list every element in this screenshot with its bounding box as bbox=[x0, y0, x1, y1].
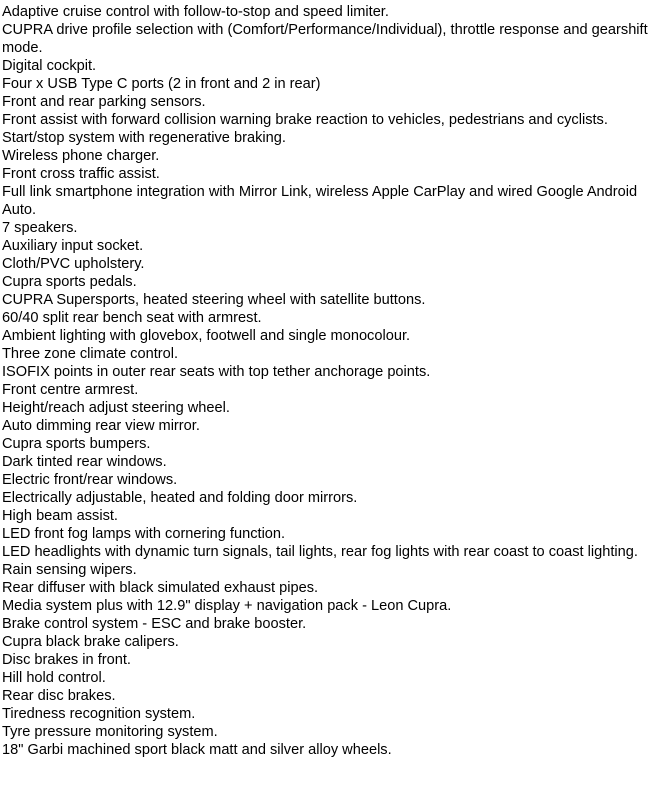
feature-item: Auxiliary input socket. bbox=[2, 238, 144, 254]
feature-item: Digital cockpit. bbox=[2, 58, 97, 74]
feature-item: Front centre armrest. bbox=[2, 382, 139, 398]
feature-item: Rear disc brakes. bbox=[2, 688, 116, 704]
feature-item: Dark tinted rear windows. bbox=[2, 454, 167, 470]
feature-item: Adaptive cruise control with follow-to-stop and speed limiter. bbox=[2, 4, 389, 20]
feature-item: 18" Garbi machined sport black matt and silver alloy wheels. bbox=[2, 742, 392, 758]
feature-item: Front and rear parking sensors. bbox=[2, 94, 206, 110]
feature-item: Wireless phone charger. bbox=[2, 148, 160, 164]
feature-item: Brake control system - ESC and brake booster. bbox=[2, 616, 307, 632]
feature-item: Three zone climate control. bbox=[2, 346, 179, 362]
feature-item: Auto dimming rear view mirror. bbox=[2, 418, 200, 434]
feature-item: Ambient lighting with glovebox, footwell and single monocolour. bbox=[2, 328, 411, 344]
feature-item: Start/stop system with regenerative braking. bbox=[2, 130, 286, 146]
feature-item: Tiredness recognition system. bbox=[2, 706, 196, 722]
feature-item: CUPRA Supersports, heated steering wheel with satellite buttons. bbox=[2, 292, 426, 308]
feature-item: Hill hold control. bbox=[2, 670, 106, 686]
feature-item: Electrically adjustable, heated and folding door mirrors. bbox=[2, 490, 358, 506]
feature-item: Rear diffuser with black simulated exhaust pipes. bbox=[2, 580, 319, 596]
feature-item: Disc brakes in front. bbox=[2, 652, 131, 668]
feature-item: 60/40 split rear bench seat with armrest. bbox=[2, 310, 262, 326]
feature-item: Cloth/PVC upholstery. bbox=[2, 256, 145, 272]
feature-item: Rain sensing wipers. bbox=[2, 562, 137, 578]
feature-item: LED front fog lamps with cornering function. bbox=[2, 526, 286, 542]
feature-item: Four x USB Type C ports (2 in front and 2 in rear) bbox=[2, 76, 321, 92]
feature-item: Height/reach adjust steering wheel. bbox=[2, 400, 230, 416]
feature-item: Media system plus with 12.9" display + navigation pack - Leon Cupra. bbox=[2, 598, 452, 614]
feature-list bbox=[2, 3, 659, 759]
feature-item: High beam assist. bbox=[2, 508, 118, 524]
feature-item: Cupra sports pedals. bbox=[2, 274, 137, 290]
feature-item: 7 speakers. bbox=[2, 220, 78, 236]
feature-item: Cupra black brake calipers. bbox=[2, 634, 179, 650]
feature-item: LED headlights with dynamic turn signals, tail lights, rear fog lights with rear coast to coast lighting. bbox=[2, 544, 638, 560]
feature-item: Front cross traffic assist. bbox=[2, 166, 160, 182]
feature-item: CUPRA drive profile selection with (Comfort/Performance/Individual), throttle response and gearshift mode. bbox=[2, 22, 648, 56]
feature-item: ISOFIX points in outer rear seats with top tether anchorage points. bbox=[2, 364, 431, 380]
feature-item: Tyre pressure monitoring system. bbox=[2, 724, 218, 740]
feature-item: Cupra sports bumpers. bbox=[2, 436, 151, 452]
feature-item: Full link smartphone integration with Mirror Link, wireless Apple CarPlay and wired Google Android Auto. bbox=[2, 184, 638, 218]
feature-item: Electric front/rear windows. bbox=[2, 472, 178, 488]
feature-item: Front assist with forward collision warning brake reaction to vehicles, pedestrians and cyclists. bbox=[2, 112, 608, 128]
